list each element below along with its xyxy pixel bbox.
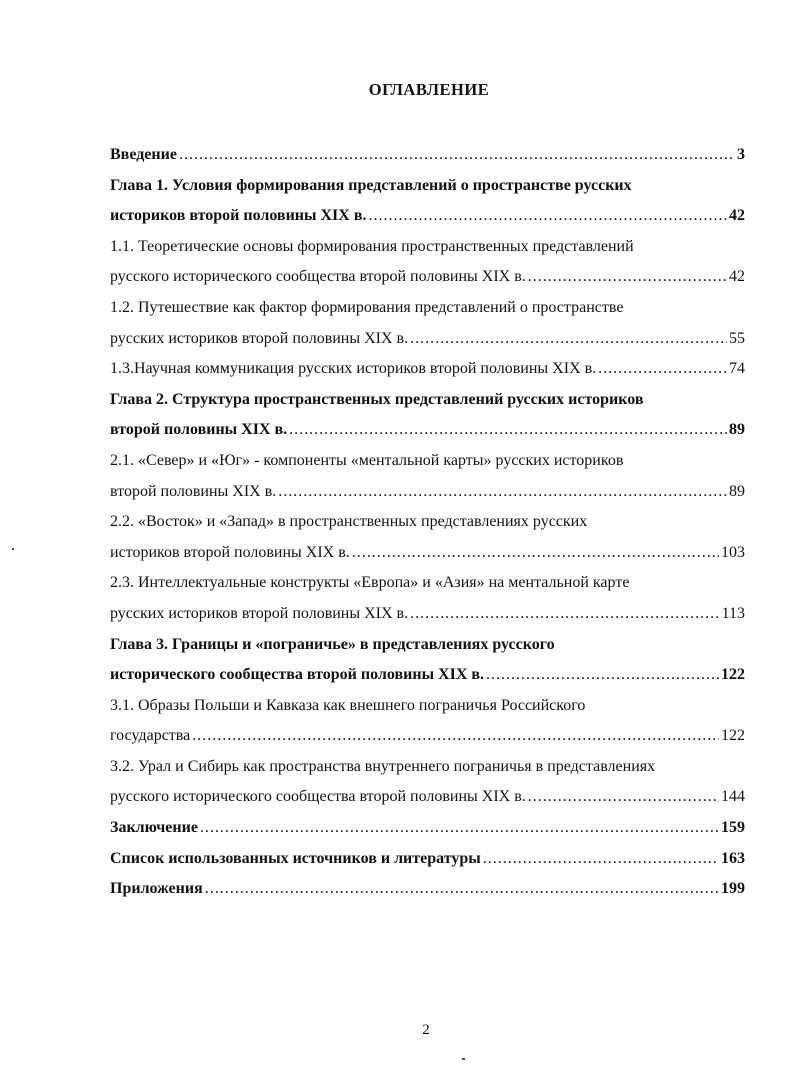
toc-page-number: 122 — [721, 727, 745, 745]
toc-entry-text: Глава 1. Условия формирования представлений о пространстве русских — [110, 176, 632, 194]
toc-entry[interactable] — [110, 232, 745, 293]
toc-line — [110, 415, 745, 446]
toc-entry[interactable] — [110, 507, 745, 568]
toc-page-number: 74 — [729, 360, 745, 378]
toc-entry-text: русского исторического сообщества второй половины XIX в. — [110, 788, 526, 806]
toc-entry-text: Глава 3. Границы и «пограничье» в представлениях русского — [110, 635, 555, 653]
toc-line — [110, 782, 745, 813]
toc-entry-text: 3.1. Образы Польши и Кавказа как внешнего пограничья Российского — [110, 696, 586, 714]
toc-entry-text: Введение — [110, 146, 177, 163]
dot-leader — [192, 721, 719, 752]
toc-entry[interactable] — [110, 293, 745, 354]
dot-leader — [598, 354, 727, 385]
dot-leader — [410, 324, 727, 355]
toc-line — [110, 262, 745, 293]
scan-speck — [12, 548, 14, 550]
dot-leader — [368, 201, 727, 232]
toc-line — [110, 660, 745, 691]
dot-leader — [179, 140, 735, 171]
toc-entry-text: 1.2. Путешествие как фактор формирования представлений о пространстве — [110, 298, 624, 316]
toc-entry-text: историков второй половины XIX в. — [110, 543, 350, 561]
dot-leader — [200, 813, 719, 844]
toc-entry-text: 2.1. «Север» и «Юг» - компоненты «ментальной карты» русских историков — [110, 451, 624, 469]
toc-line — [110, 446, 745, 477]
toc-page-number: 89 — [729, 421, 745, 439]
toc-entry[interactable] — [110, 630, 745, 691]
dot-leader — [483, 844, 719, 875]
toc-entry-text: историков второй половины XIX в. — [110, 207, 367, 225]
toc-line — [110, 385, 745, 416]
toc-line — [110, 568, 745, 599]
toc-entry-text: Приложения — [110, 880, 203, 898]
toc-entry[interactable] — [110, 874, 745, 905]
toc-line — [110, 752, 745, 783]
toc-page-number: 163 — [721, 849, 745, 867]
table-of-contents — [110, 140, 745, 905]
toc-page-number: 103 — [721, 543, 745, 561]
toc-page-number: 199 — [721, 880, 745, 898]
toc-line — [110, 293, 745, 324]
toc-line — [110, 232, 745, 263]
toc-entry-text: государства — [110, 727, 191, 745]
toc-entry-text: 3.2. Урал и Сибирь как пространства внутреннего пограничья в представлениях — [110, 757, 656, 775]
toc-page-number: 55 — [729, 329, 745, 347]
dot-leader — [278, 477, 727, 508]
toc-page-number: 3 — [737, 146, 745, 163]
toc-entry[interactable] — [110, 691, 745, 752]
toc-line — [110, 140, 745, 171]
dot-leader — [205, 874, 719, 905]
toc-line — [110, 324, 745, 355]
toc-line — [110, 874, 745, 905]
toc-line — [110, 813, 745, 844]
dot-leader — [528, 262, 727, 293]
toc-entry[interactable] — [110, 446, 745, 507]
toc-line — [110, 171, 745, 202]
toc-line — [110, 477, 745, 508]
toc-entry[interactable] — [110, 568, 745, 629]
toc-entry[interactable] — [110, 171, 745, 232]
scan-speck — [462, 1058, 465, 1060]
toc-entry-text: второй половины XIX в. — [110, 421, 288, 439]
toc-entry-text: русского исторического сообщества второй половины XIX в. — [110, 268, 526, 286]
toc-line — [110, 721, 745, 752]
dot-leader — [528, 782, 719, 813]
toc-entry-text: Заключение — [110, 819, 198, 837]
toc-line — [110, 691, 745, 722]
toc-entry-text: Глава 2. Структура пространственных представлений русских историков — [110, 390, 644, 408]
toc-entry-text: русских историков второй половины XIX в. — [110, 329, 409, 347]
toc-entry-text: исторического сообщества второй половины XIX в. — [110, 666, 485, 684]
toc-line — [110, 844, 745, 875]
dot-leader — [352, 538, 719, 569]
dot-leader — [289, 415, 727, 446]
toc-page-number: 42 — [729, 268, 745, 286]
toc-page-number: 122 — [721, 666, 745, 684]
toc-entry-text: 1.3.Научная коммуникация русских историков второй половины XIX в. — [110, 360, 597, 378]
toc-page-number: 144 — [721, 788, 745, 806]
toc-page-number: 42 — [729, 207, 745, 225]
toc-line — [110, 507, 745, 538]
toc-entry[interactable] — [110, 385, 745, 446]
toc-page-number: 89 — [729, 482, 745, 500]
toc-entry[interactable] — [110, 844, 745, 875]
toc-line — [110, 354, 745, 385]
toc-page-number: 113 — [721, 604, 745, 622]
toc-page-number: 159 — [721, 819, 745, 837]
toc-entry-text: 2.2. «Восток» и «Запад» в пространственных представлениях русских — [110, 513, 588, 531]
toc-entry-text: русских историков второй половины XIX в. — [110, 604, 409, 622]
toc-line — [110, 599, 745, 630]
toc-entry[interactable] — [110, 813, 745, 844]
toc-title: ОГЛАВЛЕНИЕ — [368, 80, 490, 99]
toc-entry-text: Список использованных источников и литературы — [110, 849, 481, 867]
dot-leader — [486, 660, 719, 691]
toc-entry-text: 1.1. Теоретические основы формирования пространственных представлений — [110, 237, 634, 255]
dot-leader — [410, 599, 719, 630]
toc-entry-text: 2.3. Интеллектуальные конструкты «Европа» и «Азия» на ментальной карте — [110, 574, 630, 592]
toc-line — [110, 201, 745, 232]
toc-entry[interactable] — [110, 354, 745, 385]
toc-entry[interactable] — [110, 752, 745, 813]
page-number: 2 — [422, 1022, 430, 1038]
toc-line — [110, 538, 745, 569]
toc-entry-text: второй половины XIX в. — [110, 482, 277, 500]
toc-entry[interactable] — [110, 140, 745, 171]
toc-line — [110, 630, 745, 661]
